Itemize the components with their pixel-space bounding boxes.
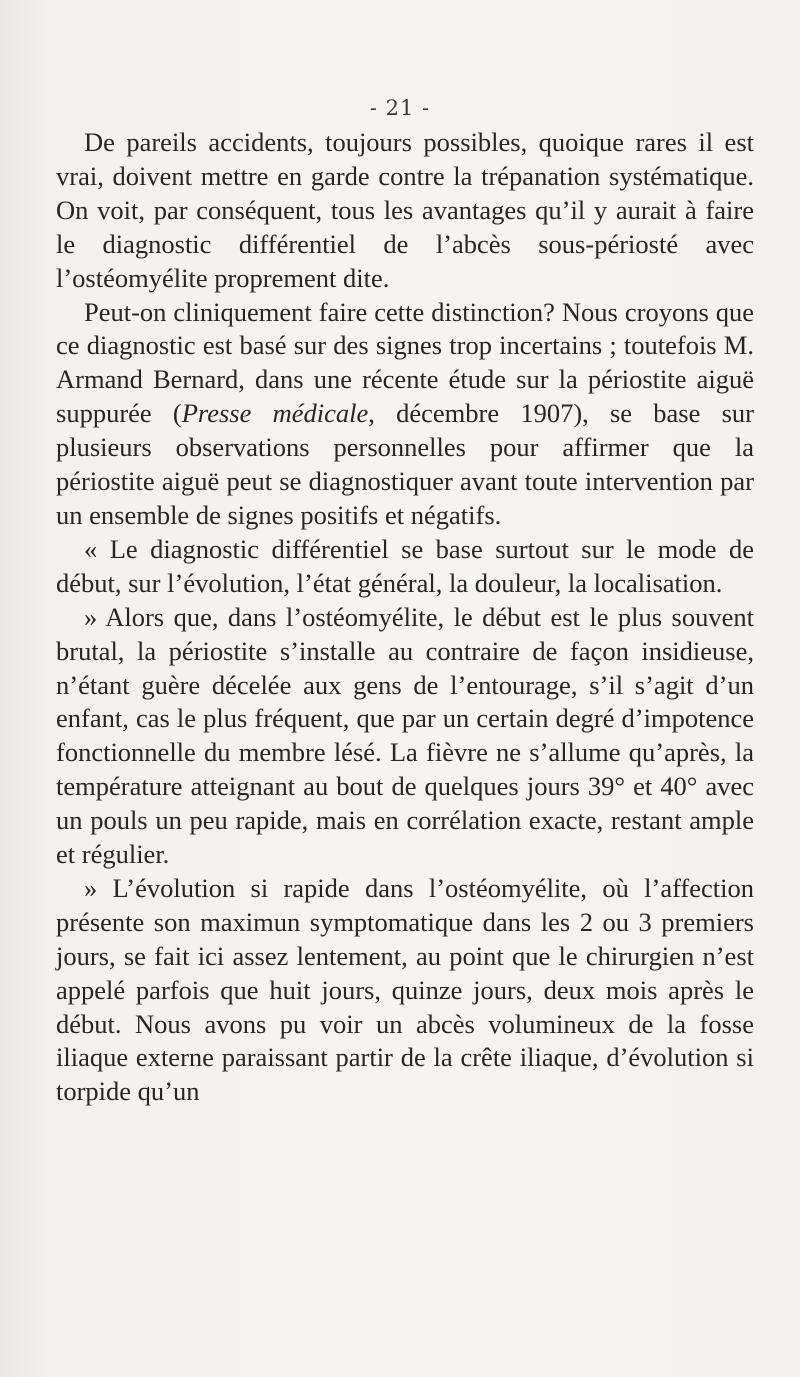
paragraph-4 [56,601,754,872]
paragraph-text: Peut-on cliniquement faire cette distinction? Nous croyons que ce diagnostic est basé sur des signes trop incertains ; toutefois M. Armand Bernard, dans une récente étude sur la périostite aiguë suppurée ( [56,296,754,429]
body-text [56,126,754,1109]
quote-text: « Le diagnostic différentiel se base surtout sur le mode de début, sur l’évolution, l’état général, la douleur, la localisation. [56,533,754,598]
paragraph-5 [56,872,754,1109]
paragraph-text: De pareils accidents, toujours possibles, quoique rares il est vrai, doivent mettre en garde contre la trépanation systématique. On voit, par conséquent, tous les avantages qu’il y aurait à faire le diagnostic différentiel de l’abcès sous-périosté avec l’ostéomyélite proprement dite. [56,127,754,293]
paragraph-2 [56,296,754,533]
quote-text: » Alors que, dans l’ostéomyélite, le début est le plus souvent brutal, la périostite s’installe au contraire de façon insidieuse, n’étant guère décelée aux gens de l’entourage, s’il s’agit d’un enfant, cas le plus fréquent, que par un certain degré d’impotence fonctionnelle du membre lésé. La fièvre ne s’allume qu’après, la température atteignant au bout de quelques jours 39° et 40° avec un pouls un peu rapide, mais en corrélation exacte, restant ample et régulier. [56,601,754,870]
journal-title: Presse médicale [181,398,369,429]
page-number: - 21 - [369,96,431,120]
quote-text: » L’évolution si rapide dans l’ostéomyélite, où l’affection présente son maximun symptomatique dans les 2 ou 3 premiers jours, se fait ici assez lentement, au point que le chirurgien n’est appelé parfois que huit jours, quinze jours, deux mois après le début. Nous avons pu voir un abcès volumineux de la fosse iliaque externe paraissant partir de la crête iliaque, d’évolution si torpide qu’un [56,872,754,1107]
paragraph-3 [56,533,754,601]
paragraph-text: , décembre 1907), se base sur plusieurs observations personnelles pour affirmer que la périostite aiguë peut se diagnostiquer avant toute intervention par un ensemble de signes positifs et négatifs. [56,398,754,530]
paragraph-1 [56,126,754,296]
